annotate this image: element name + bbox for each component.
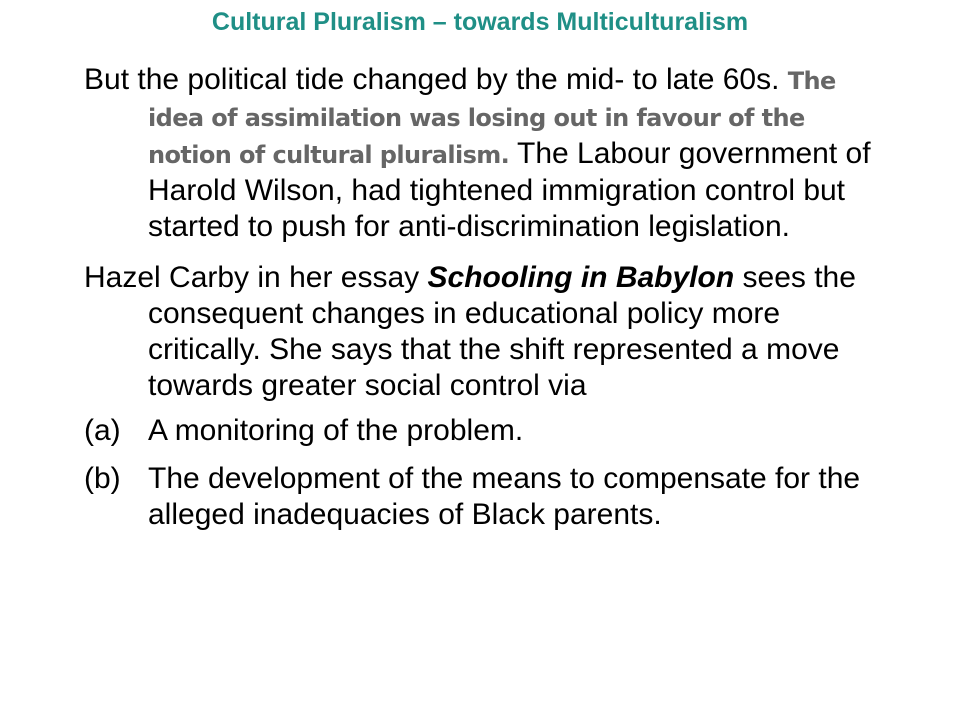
highlight-period: . (500, 141, 510, 169)
paragraph-2-lead: Hazel Carby in her essay (84, 261, 420, 294)
list-marker-b: (b) (84, 462, 121, 495)
list-marker-a: (a) (84, 414, 121, 447)
paragraph-1-lead: But the political tide changed by the mid- to late 60s. (84, 63, 780, 96)
essay-title: Schooling in Babylon (427, 261, 735, 294)
paragraph-1-rest: The Labour government of Harold Wilson, had tightened immigration control but started to push for anti-discrimination legislation. (148, 137, 871, 243)
list-item-a (84, 413, 874, 449)
list-text-a: A monitoring of the problem. (148, 414, 524, 447)
paragraph-2-rest: sees the consequent changes in educational policy more critically. She says that the shift represented a move towards greater social control via (148, 261, 856, 402)
paragraph-hazel-carby (84, 260, 874, 404)
assimilation-highlight: The idea of assimilation was losing out in favour of the notion of cultural pluralism (148, 67, 836, 169)
slide-body (84, 62, 874, 533)
paragraph-political-tide (84, 62, 874, 245)
list-item-b (84, 461, 874, 533)
slide-title: Cultural Pluralism – towards Multiculturalism (211, 8, 749, 36)
list-text-b: The development of the means to compensate for the alleged inadequacies of Black parents. (148, 462, 861, 531)
